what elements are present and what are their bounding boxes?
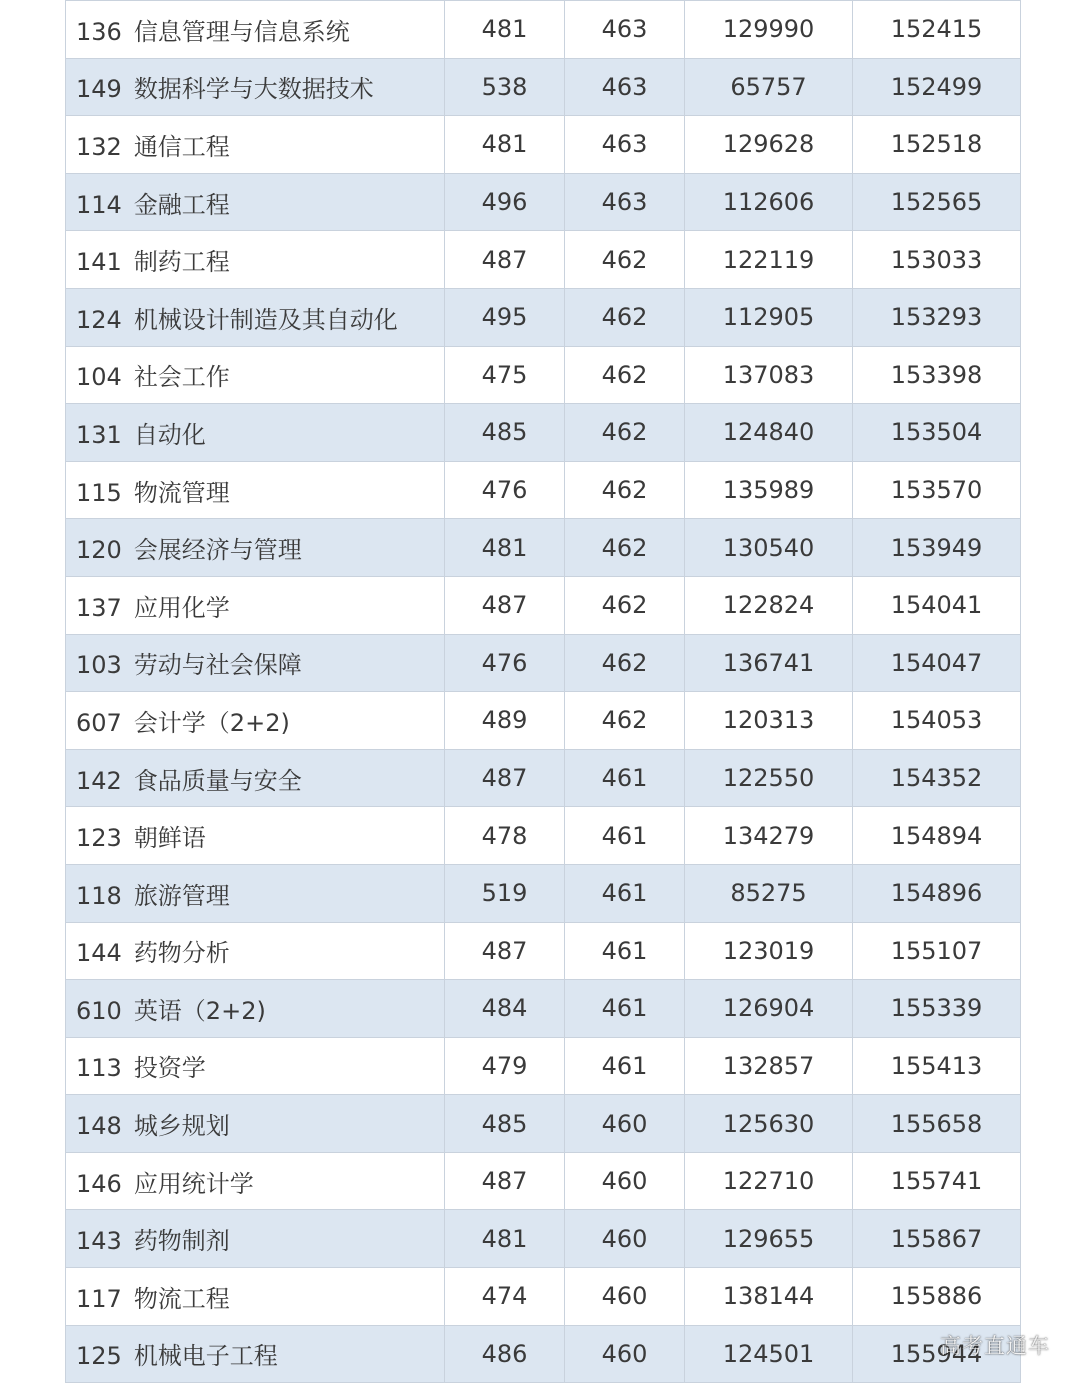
major-name: 劳动与社会保障: [133, 651, 302, 680]
major-code: 143: [76, 1227, 122, 1256]
major-code: 137: [76, 593, 122, 622]
table-row: [66, 1, 1021, 59]
rank-cell: 125630: [685, 1095, 853, 1153]
score-cell: 462: [565, 404, 685, 462]
major-code: 115: [76, 478, 122, 507]
rank-cell: 138144: [685, 1268, 853, 1326]
table-row: [66, 980, 1021, 1038]
rank-cell: 153949: [853, 519, 1021, 577]
major-name: 社会工作: [133, 363, 230, 392]
table-row: [66, 58, 1021, 116]
major-name: 物流工程: [133, 1284, 230, 1313]
table-row: [66, 1037, 1021, 1095]
score-cell: 460: [565, 1152, 685, 1210]
major-code: 125: [76, 1342, 122, 1371]
score-cell: 478: [445, 807, 565, 865]
score-cell: 487: [445, 1152, 565, 1210]
major-code: 141: [76, 248, 122, 277]
score-cell: 485: [445, 404, 565, 462]
rank-cell: 155867: [853, 1210, 1021, 1268]
major-cell: [66, 1152, 445, 1210]
rank-cell: 122824: [685, 576, 853, 634]
major-cell: [66, 231, 445, 289]
table-row: [66, 922, 1021, 980]
major-code: 136: [76, 17, 122, 46]
table-row: [66, 1095, 1021, 1153]
major-cell: [66, 980, 445, 1038]
rank-cell: 155658: [853, 1095, 1021, 1153]
score-cell: 461: [565, 922, 685, 980]
table-row: [66, 807, 1021, 865]
rank-cell: 152565: [853, 173, 1021, 231]
major-name: 药物分析: [133, 939, 230, 968]
score-cell: 496: [445, 173, 565, 231]
major-name: 通信工程: [133, 132, 230, 161]
major-name: 药物制剂: [133, 1227, 230, 1256]
major-cell: [66, 1, 445, 59]
rank-cell: 122550: [685, 749, 853, 807]
rank-cell: 153033: [853, 231, 1021, 289]
major-name: 食品质量与安全: [133, 766, 302, 795]
watermark-text: 高考直通车: [940, 1334, 1050, 1358]
score-table-container: [65, 0, 1020, 1383]
major-name: 会计学（2+2): [133, 708, 290, 737]
score-cell: 462: [565, 288, 685, 346]
score-cell: 481: [445, 519, 565, 577]
major-name: 信息管理与信息系统: [133, 17, 350, 46]
rank-cell: 85275: [685, 864, 853, 922]
major-name: 朝鲜语: [133, 824, 206, 853]
table-body: [66, 1, 1021, 1383]
rank-cell: 153293: [853, 288, 1021, 346]
major-cell: [66, 1037, 445, 1095]
major-cell: [66, 519, 445, 577]
score-cell: 462: [565, 692, 685, 750]
major-cell: [66, 864, 445, 922]
score-cell: 476: [445, 461, 565, 519]
table-row: [66, 116, 1021, 174]
table-row: [66, 749, 1021, 807]
major-cell: [66, 1095, 445, 1153]
major-name: 旅游管理: [133, 881, 230, 910]
score-cell: 489: [445, 692, 565, 750]
table-row: [66, 346, 1021, 404]
rank-cell: 154894: [853, 807, 1021, 865]
major-cell: [66, 116, 445, 174]
score-cell: 461: [565, 749, 685, 807]
major-cell: [66, 288, 445, 346]
major-code: 131: [76, 420, 122, 449]
score-cell: 487: [445, 231, 565, 289]
major-code: 104: [76, 363, 122, 392]
table-row: [66, 692, 1021, 750]
score-cell: 476: [445, 634, 565, 692]
table-row: [66, 1152, 1021, 1210]
rank-cell: 112606: [685, 173, 853, 231]
score-cell: 463: [565, 116, 685, 174]
rank-cell: 154896: [853, 864, 1021, 922]
table-row: [66, 404, 1021, 462]
major-code: 124: [76, 305, 122, 334]
rank-cell: 65757: [685, 58, 853, 116]
major-cell: [66, 173, 445, 231]
major-cell: [66, 576, 445, 634]
major-name: 物流管理: [133, 478, 230, 507]
rank-cell: 154053: [853, 692, 1021, 750]
table-row: [66, 461, 1021, 519]
major-name: 应用化学: [133, 593, 230, 622]
rank-cell: 152499: [853, 58, 1021, 116]
score-cell: 462: [565, 519, 685, 577]
score-cell: 463: [565, 1, 685, 59]
major-name: 机械电子工程: [133, 1342, 278, 1371]
score-cell: 485: [445, 1095, 565, 1153]
rank-cell: 155741: [853, 1152, 1021, 1210]
score-cell: 479: [445, 1037, 565, 1095]
score-cell: 481: [445, 116, 565, 174]
major-name: 自动化: [133, 420, 206, 449]
rank-cell: 132857: [685, 1037, 853, 1095]
score-cell: 460: [565, 1210, 685, 1268]
score-cell: 484: [445, 980, 565, 1038]
major-cell: [66, 461, 445, 519]
rank-cell: 155413: [853, 1037, 1021, 1095]
table-row: [66, 519, 1021, 577]
score-cell: 481: [445, 1, 565, 59]
table-row: [66, 1325, 1021, 1383]
major-name: 制药工程: [133, 248, 230, 277]
score-cell: 461: [565, 807, 685, 865]
major-cell: [66, 58, 445, 116]
major-cell: [66, 1268, 445, 1326]
rank-cell: 155886: [853, 1268, 1021, 1326]
score-cell: 487: [445, 922, 565, 980]
score-cell: 519: [445, 864, 565, 922]
major-name: 投资学: [133, 1054, 206, 1083]
major-name: 机械设计制造及其自动化: [133, 305, 398, 334]
rank-cell: 155107: [853, 922, 1021, 980]
table-row: [66, 231, 1021, 289]
rank-cell: 124501: [685, 1325, 853, 1383]
table-row: [66, 173, 1021, 231]
score-cell: 487: [445, 749, 565, 807]
rank-cell: 153570: [853, 461, 1021, 519]
major-cell: [66, 692, 445, 750]
major-code: 118: [76, 881, 122, 910]
score-cell: 481: [445, 1210, 565, 1268]
major-code: 103: [76, 651, 122, 680]
rank-cell: 154041: [853, 576, 1021, 634]
rank-cell: 136741: [685, 634, 853, 692]
score-table: [65, 0, 1021, 1383]
score-cell: 462: [565, 461, 685, 519]
table-row: [66, 288, 1021, 346]
rank-cell: 129990: [685, 1, 853, 59]
score-cell: 460: [565, 1095, 685, 1153]
rank-cell: 137083: [685, 346, 853, 404]
score-cell: 462: [565, 576, 685, 634]
rank-cell: 129628: [685, 116, 853, 174]
score-cell: 486: [445, 1325, 565, 1383]
major-code: 142: [76, 766, 122, 795]
major-name: 应用统计学: [133, 1169, 254, 1198]
score-cell: 475: [445, 346, 565, 404]
major-code: 113: [76, 1054, 122, 1083]
major-cell: [66, 749, 445, 807]
score-cell: 463: [565, 58, 685, 116]
score-cell: 461: [565, 1037, 685, 1095]
rank-cell: 123019: [685, 922, 853, 980]
rank-cell: 124840: [685, 404, 853, 462]
major-code: 144: [76, 939, 122, 968]
rank-cell: 155944: [853, 1325, 1021, 1383]
score-cell: 495: [445, 288, 565, 346]
rank-cell: 129655: [685, 1210, 853, 1268]
major-code: 132: [76, 132, 122, 161]
score-cell: 487: [445, 576, 565, 634]
major-code: 148: [76, 1112, 122, 1141]
score-cell: 462: [565, 346, 685, 404]
score-cell: 462: [565, 231, 685, 289]
rank-cell: 130540: [685, 519, 853, 577]
rank-cell: 153504: [853, 404, 1021, 462]
rank-cell: 152518: [853, 116, 1021, 174]
major-code: 120: [76, 536, 122, 565]
major-code: 114: [76, 190, 122, 219]
rank-cell: 154352: [853, 749, 1021, 807]
score-cell: 460: [565, 1268, 685, 1326]
major-code: 607: [76, 708, 122, 737]
table-row: [66, 634, 1021, 692]
rank-cell: 120313: [685, 692, 853, 750]
rank-cell: 155339: [853, 980, 1021, 1038]
major-name: 英语（2+2): [133, 996, 266, 1025]
rank-cell: 112905: [685, 288, 853, 346]
rank-cell: 126904: [685, 980, 853, 1038]
major-code: 610: [76, 996, 122, 1025]
score-cell: 538: [445, 58, 565, 116]
rank-cell: 134279: [685, 807, 853, 865]
major-cell: [66, 922, 445, 980]
rank-cell: 154047: [853, 634, 1021, 692]
major-cell: [66, 346, 445, 404]
major-name: 数据科学与大数据技术: [133, 75, 374, 104]
score-cell: 463: [565, 173, 685, 231]
rank-cell: 153398: [853, 346, 1021, 404]
rank-cell: 122119: [685, 231, 853, 289]
table-row: [66, 1210, 1021, 1268]
rank-cell: 152415: [853, 1, 1021, 59]
score-cell: 474: [445, 1268, 565, 1326]
score-cell: 462: [565, 634, 685, 692]
major-code: 123: [76, 824, 122, 853]
major-name: 金融工程: [133, 190, 230, 219]
major-code: 117: [76, 1284, 122, 1313]
rank-cell: 122710: [685, 1152, 853, 1210]
major-code: 149: [76, 75, 122, 104]
major-name: 会展经济与管理: [133, 536, 302, 565]
major-cell: [66, 1325, 445, 1383]
rank-cell: 135989: [685, 461, 853, 519]
major-name: 城乡规划: [133, 1112, 230, 1141]
score-cell: 461: [565, 864, 685, 922]
major-cell: [66, 404, 445, 462]
table-row: [66, 864, 1021, 922]
major-code: 146: [76, 1169, 122, 1198]
major-cell: [66, 634, 445, 692]
score-cell: 461: [565, 980, 685, 1038]
major-cell: [66, 1210, 445, 1268]
table-row: [66, 1268, 1021, 1326]
score-cell: 460: [565, 1325, 685, 1383]
major-cell: [66, 807, 445, 865]
table-row: [66, 576, 1021, 634]
